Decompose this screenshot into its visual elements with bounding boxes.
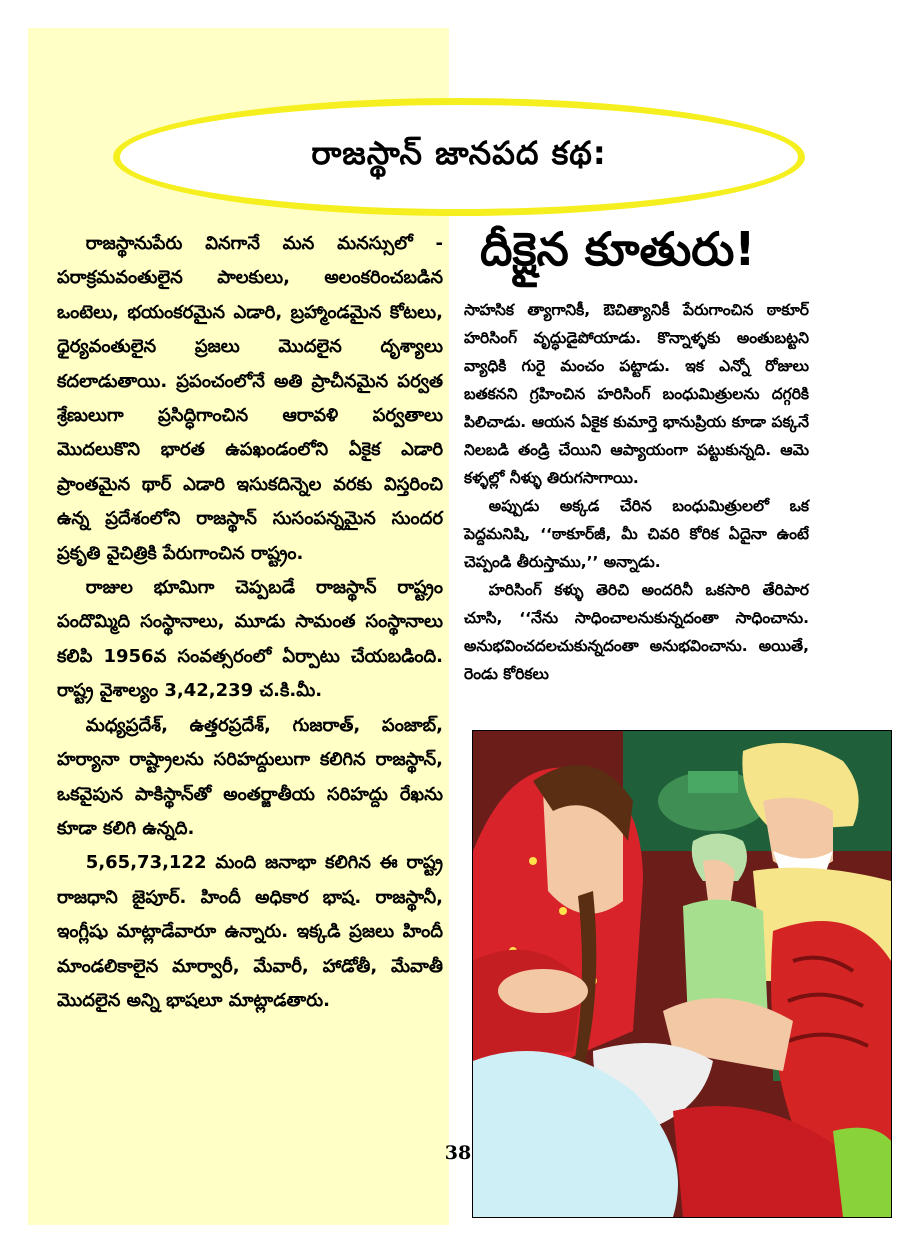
banner-title: రాజస్థాన్ జానపద కథ: [311, 134, 607, 172]
left-paragraph-2: రాజుల భూమిగా చెప్పబడే రాజస్థాన్ రాష్ట్రం పందొమ్మిది సంస్థానాలు, మూడు సామంత సంస్థానాలు కలిపి 1956వ సంవత్సరంలో ఏర్పాటు చేయబడింది. రాష్ట్ర వైశాల్యం 3,42,239 చ.కి.మీ. [57, 577, 443, 702]
right-paragraph-3: హరిసింగ్ కళ్ళు తెరిచి అందరినీ ఒకసారి తేరిపార చూసి, ‘‘నేను సాధించాలనుకున్నదంతా సాధించాను. అనుభవించదలచుకున్నదంతా అనుభవించాను. అయితే, రెండు కోరికలు [464, 581, 809, 683]
page-number: 38 [444, 1142, 472, 1164]
right-paragraph-1: సాహసిక త్యాగానికీ, ఔచిత్యానికీ పేరుగాంచిన ఠాకూర్ హరిసింగ్ వృద్ధుడైపోయాడు. కొన్నాళ్ళకు అంతుబట్టని వ్యాధికి గురై మంచం పట్టాడు. ఇక ఎన్నో రోజులు బతకనని గ్రహించిన హరిసింగ్ బంధుమిత్రులను దగ్గరికి పిలిచాడు. ఆయన ఏకైక కుమార్తె భానుప్రియ కూడా పక్కనే నిలబడి తండ్రి చేయిని ఆప్యాయంగా పట్టుకున్నది. ఆమె కళ్ళల్లో నీళ్ళు తిరుగసాగాయి. [464, 301, 809, 487]
illustration-art [473, 731, 891, 1217]
story-title: దీక్షైన కూతురు! [480, 222, 756, 276]
left-paragraph-3: మధ్యప్రదేశ్, ఉత్తరప్రదేశ్, గుజరాత్, పంజాబ్, హర్యానా రాష్ట్రాలను సరిహద్దులుగా కలిగిన రాజస్థాన్, ఒకవైపున పాకిస్థాన్‌తో అంతర్జాతీయ సరిహద్దు రేఖను కూడా కలిగి ఉన్నది. [57, 714, 443, 839]
left-paragraph-1: రాజస్థానుపేరు వినగానే మన మనస్సులో - పరాక్రమవంతులైన పాలకులు, అలంకరించబడిన ఒంటెలు, భయంకరమైన ఎడారి, బ్రహ్మాండమైన కోటలు, ధైర్యవంతులైన ప్రజలు మొదలైన దృశ్యాలు కదలాడుతాయి. ప్రపంచంలోనే అతి ప్రాచీనమైన పర్వత శ్రేణులుగా ప్రసిద్ధిగాంచిన ఆరావళి పర్వతాలు మొదలుకొని భారత ఉపఖండంలోని ఏకైక ఎడారి ప్రాంతమైన థార్ ఎడారి ఇసుకదిన్నెల వరకు విస్తరించి ఉన్న ప్రదేశంలోని రాజస్థాన్ సుసంపన్నమైన సుందర ప్రకృతి వైచిత్రికి పేరుగాంచిన రాష్ట్రం. [57, 233, 443, 564]
left-column-text [57, 227, 443, 1018]
left-paragraph-4: 5,65,73,122 మంది జనాభా కలిగిన ఈ రాష్ట్ర రాజధాని జైపూర్. హిందీ అధికార భాష. రాజస్థానీ, ఇంగ్లీషు మాట్లాడేవారూ ఉన్నారు. ఇక్కడి ప్రజలు హిందీ మాండలికాలైన మార్వారీ, మేవారీ, హాడోతీ, మేవాతీ మొదలైన అన్ని భాషలూ మాట్లాడతారు. [57, 852, 443, 1011]
right-column-text [464, 296, 809, 688]
title-banner [113, 98, 805, 216]
right-paragraph-2: అప్పుడు అక్కడ చేరిన బంధుమిత్రులలో ఒక పెద్దమనిషి, ‘‘ఠాకూర్‌జీ, మీ చివరి కోరిక ఏదైనా ఉంటే చెప్పండి తీరుస్తాము,’’ అన్నాడు. [464, 497, 809, 571]
comic-illustration [472, 730, 892, 1218]
